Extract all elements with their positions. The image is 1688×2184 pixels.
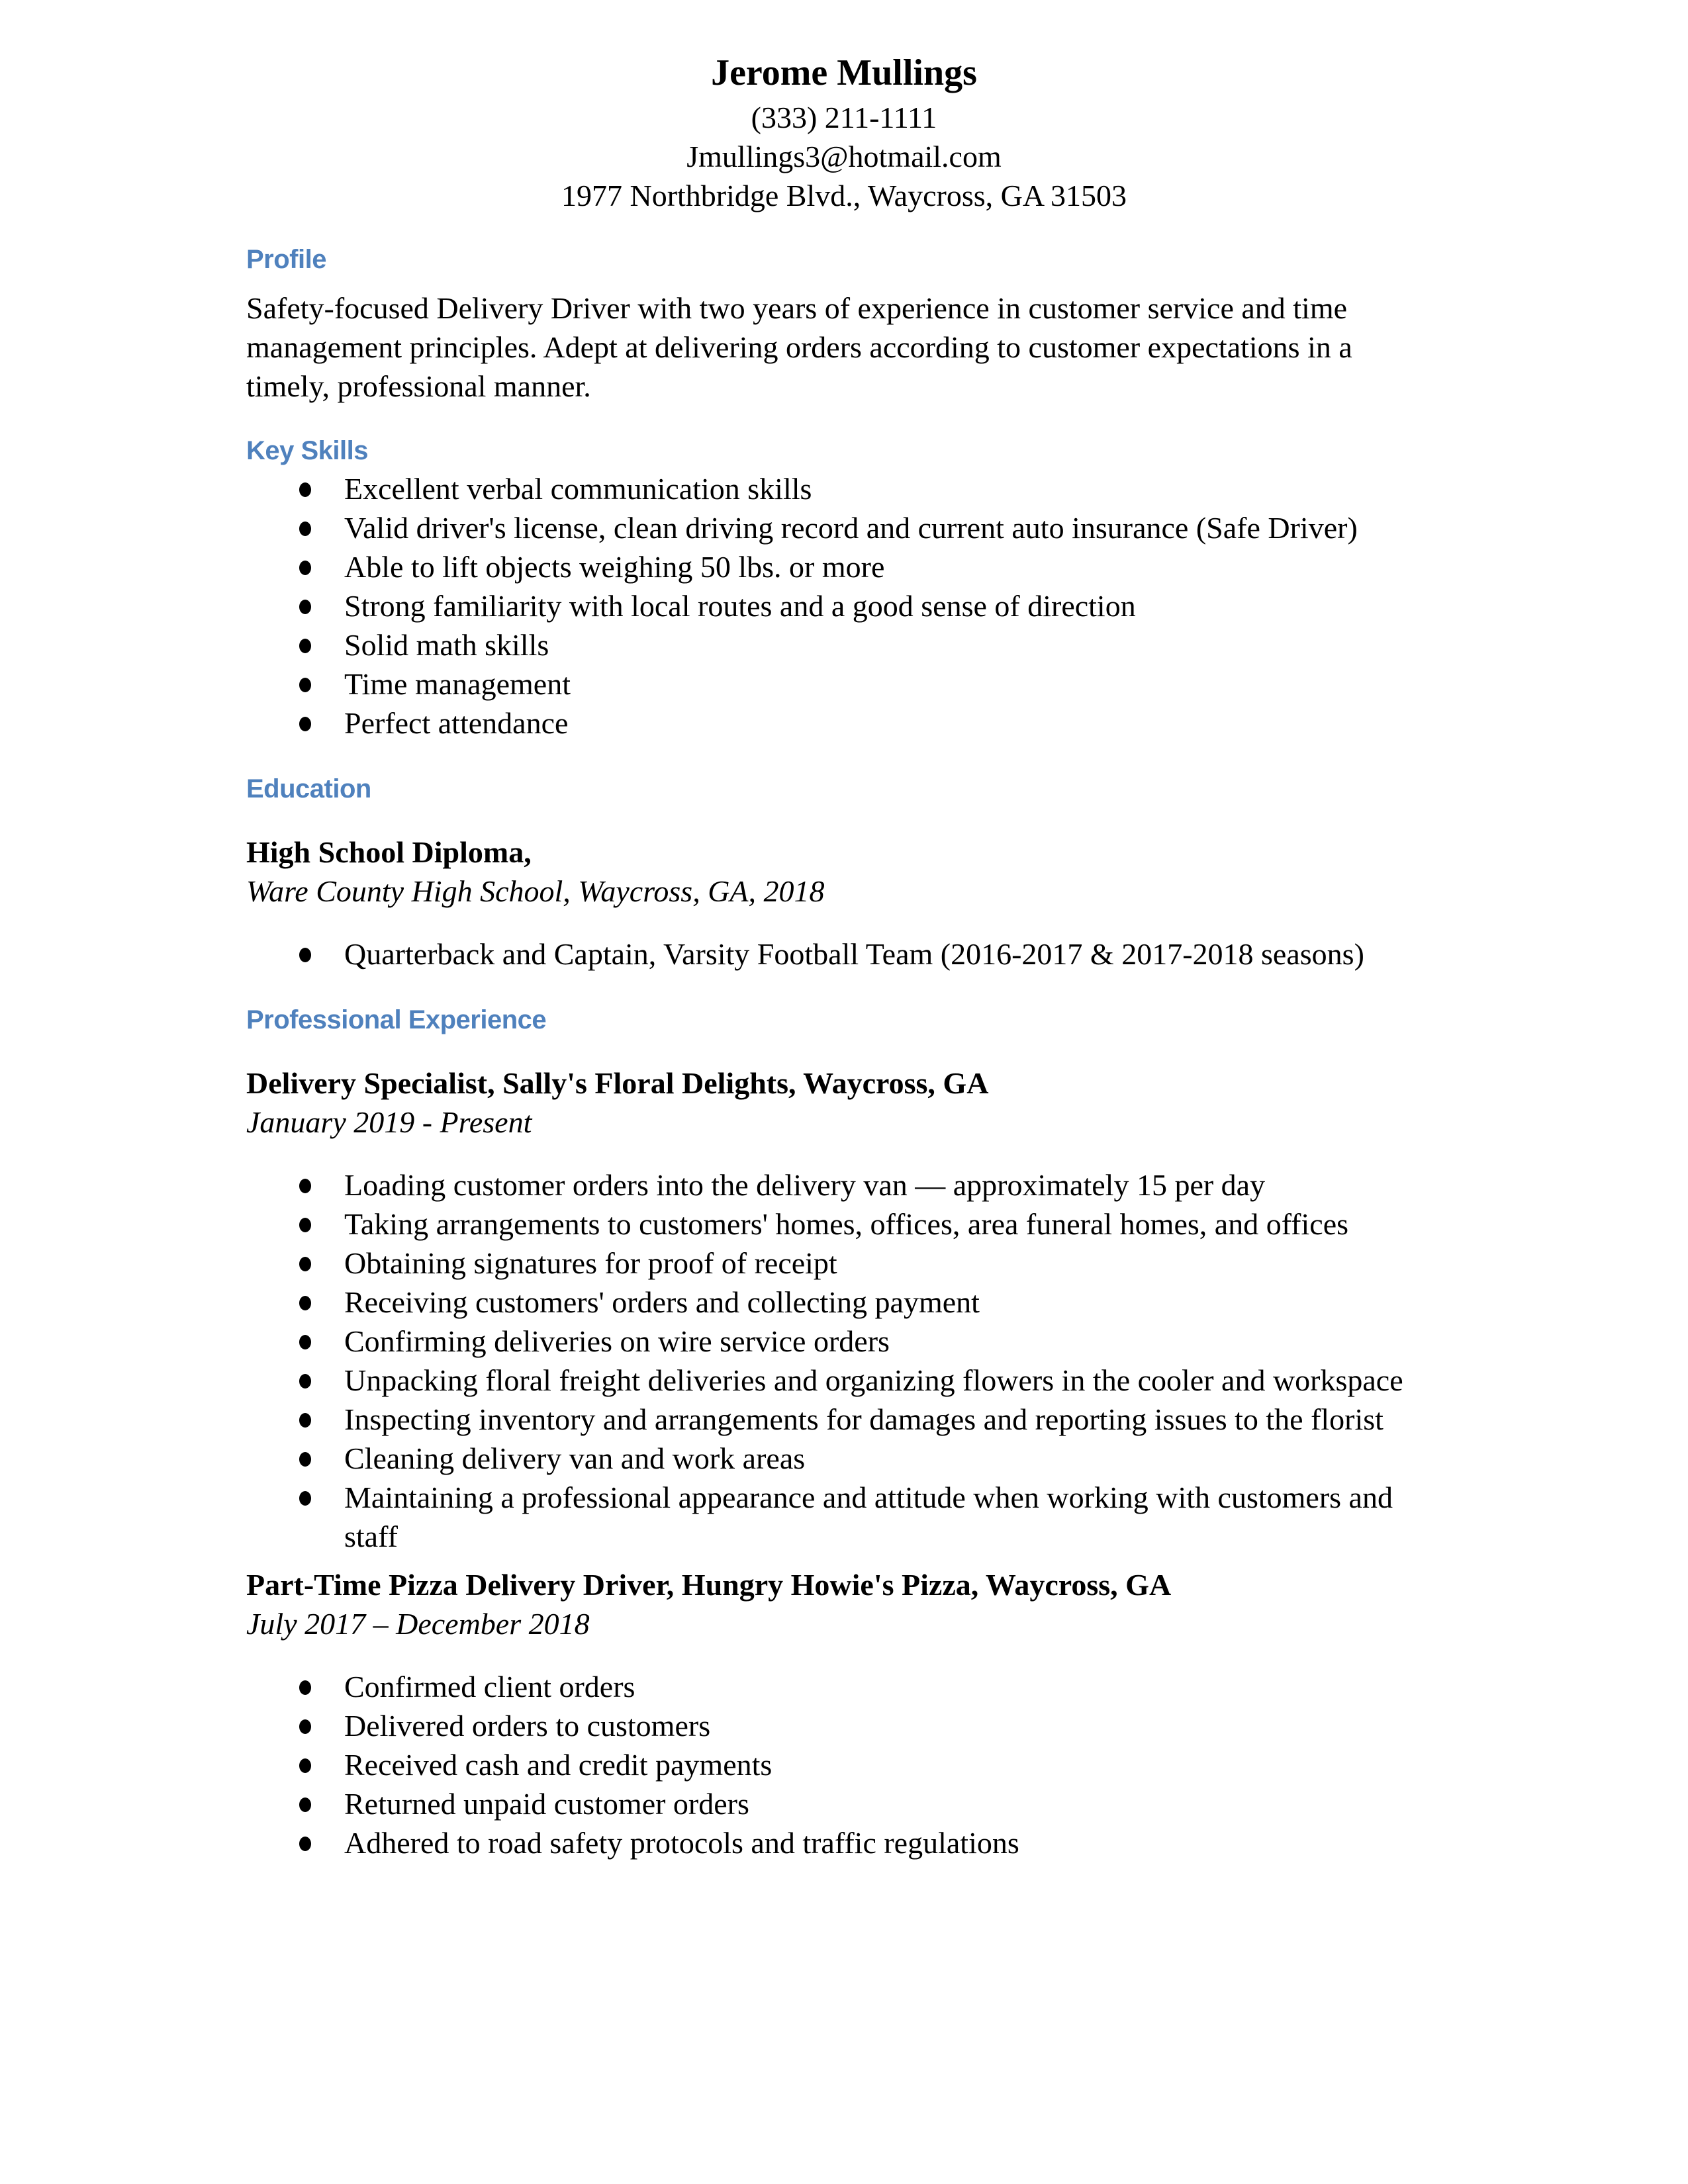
- list-item: Adhered to road safety protocols and traffic regulations: [246, 1823, 1438, 1862]
- education-section: [246, 769, 1438, 974]
- job-entry: [246, 1565, 1438, 1862]
- list-item: Obtaining signatures for proof of receipt: [246, 1244, 1438, 1283]
- bullet-icon: [299, 522, 311, 536]
- profile-section: [246, 240, 1438, 406]
- bullet-icon: [299, 600, 311, 614]
- experience-section: [246, 1000, 1438, 1862]
- bullet-icon: [299, 1257, 311, 1271]
- job-duties-list: [246, 1667, 1438, 1862]
- list-item: Quarterback and Captain, Varsity Football Team (2016-2017 & 2017-2018 seasons): [246, 934, 1438, 974]
- job-duties-list: [246, 1165, 1438, 1556]
- list-item: Confirmed client orders: [246, 1667, 1438, 1706]
- list-item: Inspecting inventory and arrangements for damages and reporting issues to the florist: [246, 1400, 1438, 1439]
- list-item: Taking arrangements to customers' homes, offices, area funeral homes, and offices: [246, 1205, 1438, 1244]
- bullet-icon: [299, 1452, 311, 1467]
- list-item: Confirming deliveries on wire service orders: [246, 1322, 1438, 1361]
- list-item: Solid math skills: [246, 625, 1438, 664]
- bullet-icon: [299, 1837, 311, 1851]
- resume-header: [0, 48, 1688, 215]
- bullet-icon: [299, 1335, 311, 1349]
- bullet-icon: [299, 1797, 311, 1812]
- job-dates: July 2017 – December 2018: [246, 1607, 590, 1641]
- list-item: Receiving customers' orders and collecting payment: [246, 1283, 1438, 1322]
- list-item: Delivered orders to customers: [246, 1706, 1438, 1745]
- bullet-icon: [299, 561, 311, 575]
- bullet-icon: [299, 1491, 311, 1506]
- job-title: Part-Time Pizza Delivery Driver, Hungry Howie's Pizza, Waycross, GA: [246, 1568, 1172, 1602]
- phone-number: (333) 211-1111: [751, 101, 937, 134]
- bullet-icon: [299, 639, 311, 653]
- bullet-icon: [299, 1218, 311, 1232]
- candidate-name: Jerome Mullings: [711, 52, 977, 93]
- profile-summary: Safety-focused Delivery Driver with two years of experience in customer service and time management principles. Adept at delivering orders according to customer expectations in a timely, professional manner.: [246, 291, 1352, 403]
- bullet-icon: [299, 1680, 311, 1695]
- list-item: Loading customer orders into the delivery van — approximately 15 per day: [246, 1165, 1438, 1205]
- skills-section: [246, 432, 1438, 743]
- section-heading-education: Education: [246, 774, 371, 803]
- job-title: Delivery Specialist, Sally's Floral Delights, Waycross, GA: [246, 1066, 989, 1100]
- bullet-icon: [299, 482, 311, 497]
- bullet-icon: [299, 948, 311, 962]
- email-address: Jmullings3@hotmail.com: [686, 140, 1002, 173]
- list-item: Able to lift objects weighing 50 lbs. or more: [246, 547, 1438, 586]
- bullet-icon: [299, 678, 311, 692]
- section-heading-skills: Key Skills: [246, 436, 369, 465]
- bullet-icon: [299, 1374, 311, 1388]
- bullet-icon: [299, 1296, 311, 1310]
- skills-list: [246, 469, 1438, 743]
- list-item: Maintaining a professional appearance and attitude when working with customers and staff: [246, 1478, 1438, 1556]
- list-item: Valid driver's license, clean driving record and current auto insurance (Safe Driver): [246, 508, 1438, 547]
- school-name: Ware County High School, Waycross, GA, 2018: [246, 874, 825, 908]
- resume-body: [246, 240, 1438, 1862]
- bullet-icon: [299, 1179, 311, 1193]
- bullet-icon: [299, 1719, 311, 1734]
- job-entry: [246, 1064, 1438, 1556]
- bullet-icon: [299, 1758, 311, 1773]
- section-heading-experience: Professional Experience: [246, 1005, 547, 1034]
- education-list: [246, 934, 1438, 974]
- list-item: Strong familiarity with local routes and a good sense of direction: [246, 586, 1438, 625]
- section-heading-profile: Profile: [246, 245, 326, 274]
- degree-title: High School Diploma,: [246, 835, 532, 869]
- list-item: Received cash and credit payments: [246, 1745, 1438, 1784]
- list-item: Excellent verbal communication skills: [246, 469, 1438, 508]
- list-item: Perfect attendance: [246, 704, 1438, 743]
- list-item: Returned unpaid customer orders: [246, 1784, 1438, 1823]
- mailing-address: 1977 Northbridge Blvd., Waycross, GA 31503: [561, 179, 1127, 212]
- list-item: Time management: [246, 664, 1438, 704]
- list-item: Cleaning delivery van and work areas: [246, 1439, 1438, 1478]
- job-dates: January 2019 - Present: [246, 1105, 532, 1139]
- list-item: Unpacking floral freight deliveries and organizing flowers in the cooler and workspace: [246, 1361, 1438, 1400]
- bullet-icon: [299, 717, 311, 731]
- bullet-icon: [299, 1413, 311, 1428]
